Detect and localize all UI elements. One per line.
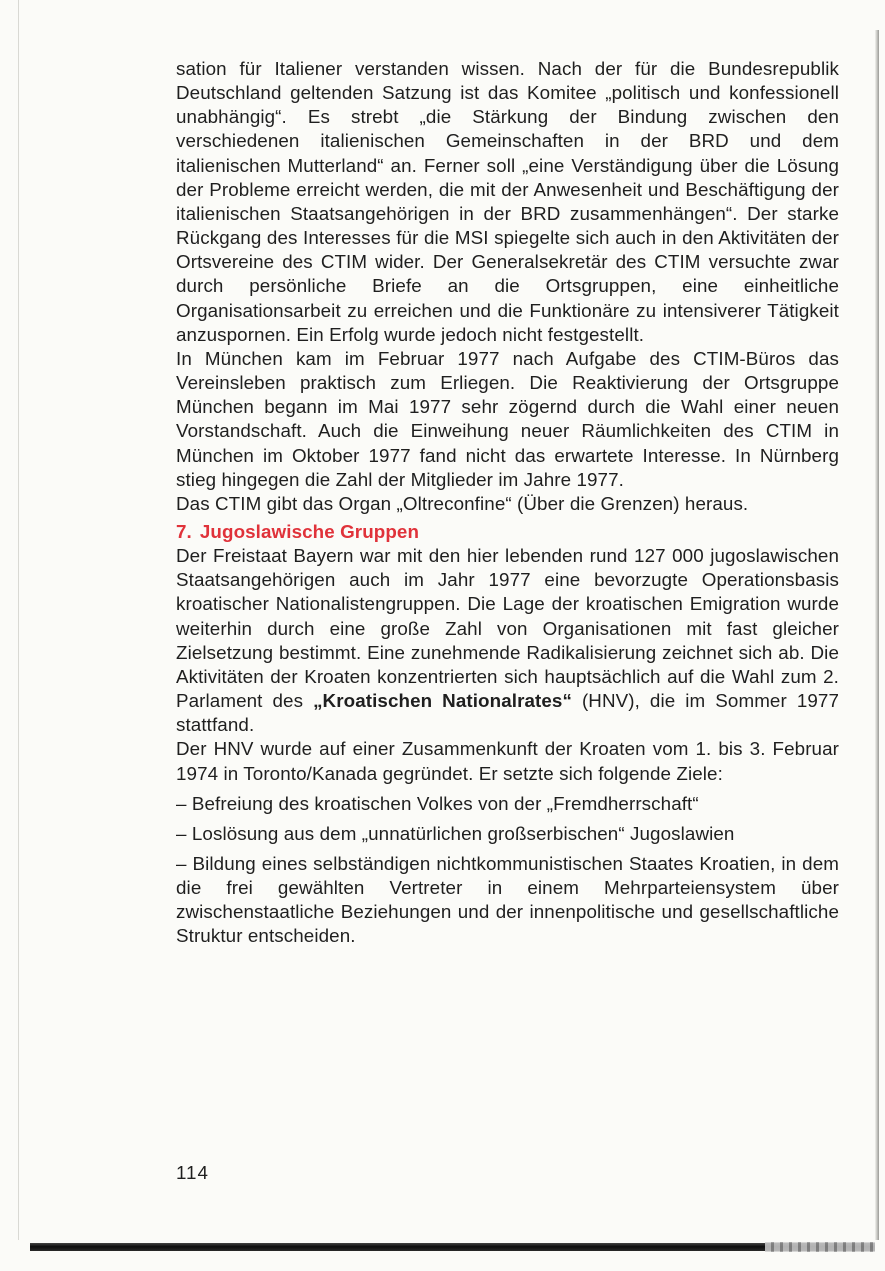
- scan-edge-left: [18, 0, 19, 1240]
- paragraph-croatian-emigration: [176, 544, 839, 737]
- paragraph-ctim-statute: sation für Italiener verstanden wissen. Nach der für die Bundesrepublik Deutschland geltenden Satzung ist das Komitee „politisch und konfessionell unabhängig“. Es strebt „die Stärkung der Bindung zwischen den verschiedenen italienischen Gemeinschaften in der BRD und dem italienischen Mutterland“ an. Ferner soll „eine Verständigung über die Lösung der Probleme erreicht werden, die mit der Anwesenheit und Beschäftigung der italienischen Staatsangehörigen in der BRD zusammenhängen“. Der starke Rückgang des Interesses für die MSI spiegelte sich auch in den Aktivitäten der Ortsvereine des CTIM wider. Der Generalsekretär des CTIM versuchte zwar durch persönliche Briefe an die Ortsgruppen, eine einheitliche Organisationsarbeit zu erreichen und die Funktionäre zu intensiverer Tätigkeit anzuspornen. Ein Erfolg wurde jedoch nicht festgestellt.: [176, 58, 839, 345]
- paragraph-croatian-emigration-tail: (HNV), die im Sommer 1977 stattfand.: [176, 690, 840, 736]
- goal-list-item: – Bildung eines selbständigen nichtkommunistischen Staates Kroatien, in dem die frei gewählten Vertreter in einem Mehrparteiensystem über zwischenstaatliche Beziehungen und der innenpolitische und gesellschaftliche Struktur entscheiden.: [176, 853, 839, 947]
- section-heading-jugoslawische-gruppen: [176, 520, 839, 544]
- section-number: 7.: [176, 520, 192, 542]
- scan-edge-right: [875, 30, 879, 1240]
- document-page-body: [176, 57, 839, 949]
- paragraph-ctim-munich: In München kam im Februar 1977 nach Aufgabe des CTIM-Büros das Vereinsleben praktisch zum Erliegen. Die Reaktivierung der Ortsgruppe München begann im Mai 1977 sehr zögernd durch die Wahl einer neuen Vorstandschaft. Auch die Einweihung neuer Räumlichkeiten des CTIM in München im Oktober 1977 fand nicht das erwartete Interesse. In Nürnberg stieg hingegen die Zahl der Mitglieder im Jahre 1977.: [176, 347, 839, 490]
- scan-bottom-tag: [765, 1242, 875, 1252]
- section-title: Jugoslawische Gruppen: [199, 520, 420, 542]
- goal-list-item: – Befreiung des kroatischen Volkes von der „Fremdherrschaft“: [176, 792, 699, 814]
- paragraph-ctim-organ: Das CTIM gibt das Organ „Oltreconfine“ (Über die Grenzen) heraus.: [176, 492, 749, 514]
- goal-list-item: – Loslösung aus dem „unnatürlichen großserbischen“ Jugoslawien: [176, 822, 735, 844]
- term-kroatischer-nationalrat: „Kroatischen Nationalrates“: [313, 690, 572, 712]
- paragraph-croatian-emigration-text: Der Freistaat Bayern war mit den hier lebenden rund 127 000 jugoslawischen Staatsangehörigen auch im Jahr 1977 eine bevorzugte Operationsbasis kroatischer Nationalistengruppen. Die Lage der kroatischen Emigration wurde weiterhin durch eine große Zahl von Organisationen mit fast gleicher Zielsetzung bestimmt. Eine zunehmende Radikalisierung zeichnet sich ab. Die Aktivitäten der Kroaten konzentrierten sich hauptsächlich auf die Wahl zum 2. Parlament des: [176, 545, 839, 712]
- page-number: 114: [176, 1162, 209, 1183]
- scan-bottom-bar: [30, 1243, 875, 1251]
- paragraph-hnv-founding: Der HNV wurde auf einer Zusammenkunft der Kroaten vom 1. bis 3. Februar 1974 in Toronto/Kanada gegründet. Er setzte sich folgende Ziele:: [176, 738, 839, 784]
